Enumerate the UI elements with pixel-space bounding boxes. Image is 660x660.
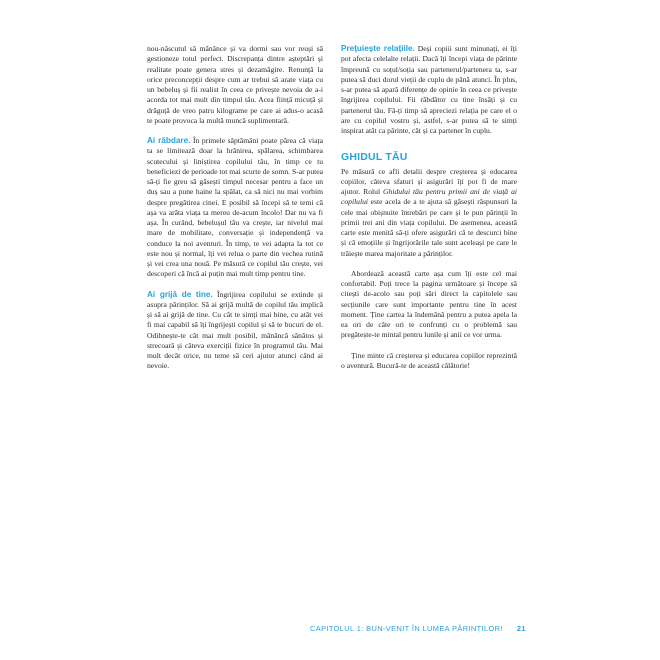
paragraph-guide bbox=[341, 167, 517, 259]
page-number: 21 bbox=[516, 624, 526, 633]
paragraph-relationships bbox=[341, 44, 517, 136]
book-title-italic: Ghidului tău pentru primii ani de viață ai copilului bbox=[341, 187, 517, 207]
text-patience: În primele săptămâni poate părea că viața ta se limitează doar la hrănirea, spălarea, schimbarea scutecului și liniștirea copilului tău, în timp ce tu beneficiezi de perioade tot mai scurte de somn. S-ar putea să-ți fie greu să găsești timpul necesar pentru a face un duș sau a pune haine la spălat, ca să nici nu mai vorbim despre pregătirea cinei. E posibil să începi să te temi că așa va arăta viața ta mereu de-acum încolo! Dar nu va fi așa. În curând, bebelușul tău va crește, iar nivelul mai mare de mobilitate, conversație și independență va conduce la noi aventuri. În timp, te vei adapta la tot ce este nou și normal, îți vei relua o parte din vechea rutină și vei crea una nouă. Pe măsură ce copilul tău crește, vei descoperi că încă ai puțin mai mult timp pentru tine. bbox=[147, 136, 323, 279]
text-guide-after: este acela de a te ajuta să găsești răspunsuri la cele mai obișnuite întrebări pe care și le pun părinții în primii trei ani din viața copilului. De asemenea, această carte este menită să-ți ofere asigurări că te descurci bine și că emoțiile și îngrijorările tale sunt aceleași pe care le trăiește marea majoritate a părinților. bbox=[341, 197, 517, 258]
text-self-care: Îngrijirea copilului se extinde și asupra părinților. Să ai grijă multă de copilul tău implică și să ai grijă de tine. Cu cât te simți mai bine, cu atât vei fi mai capabil să îți îngrijești copilul și să te bucuri de el. Odihnește-te cât mai mult posibil, mănâncă sănătos și strecoară și câteva exerciții fizice în programul tău. Mai mult decât orice, nu teme să ceri ajutor atunci când ai nevoie. bbox=[147, 289, 323, 371]
paragraph-intro: nou-născutul să mănânce și va dormi sau vor reuși să gestioneze totul perfect. Discrepanța dintre așteptări și realitate poate genera stres și dezamăgire. Renunță la orice preconcepții despre cum ar trebui să arate viața cu un bebeluș și fii realist în ceea ce privește nevoia de a-i acorda tot mai mult din timpul tău. Acea ființă micuță și drăguță de vreo patru kilograme pe care ai adus-o acasă te poate provoca la multă muncă suplimentară. bbox=[147, 44, 323, 125]
paragraph-patience bbox=[147, 136, 323, 280]
lead-relationships: Prețuiește relațiile. bbox=[341, 44, 415, 53]
paragraph-self-care bbox=[147, 290, 323, 372]
paragraph-approach: Abordează această carte așa cum îți este cel mai confortabil. Poți trece la pagina următoare și începe să citești de-acolo sau poți sări direct la capitolele sau secțiunile care sunt importante pentru tine în acest moment. Ține cartea la îndemână pentru a putea apela la ea ori de câte ori te confrunți cu o problemă sau pregătește-te mintal pentru lunile și anii ce vor urma. bbox=[341, 268, 517, 340]
text-guide-before: Pe măsură ce afli detalii despre creșterea și educarea copiilor, câteva sfaturi și asigurări îți pot fi de mare ajutor. Rolul bbox=[341, 166, 517, 196]
lead-patience: Ai răbdare. bbox=[147, 136, 191, 145]
paragraph-adventure: Ține minte că creșterea și educarea copiilor reprezintă o aventură. Bucură-te de această călătorie! bbox=[341, 350, 517, 370]
text-relationships: Deși copiii sunt minunați, ei îți pot afecta celelalte relații. Dacă îți începi viața de părinte împreună cu soțul/soția sau partenerul/partenera ta, s-ar putea să duci dorul vieții de cuplu de până atunci. În plus, s-ar putea să apară diferențe de opinie în ceea ce privește îngrijirea copilului. Fii răbdător cu tine însăți și cu partenerul tău. Fă-ți timp să apreciezi relația pe care el o are cu copilul vostru și, astfel, s-ar putea să te simți inspirat atât ca părinte, cât și ca partener în cuplu. bbox=[341, 44, 517, 135]
right-column bbox=[341, 44, 517, 371]
lead-self-care: Ai grijă de tine. bbox=[147, 289, 213, 299]
page-footer bbox=[310, 624, 526, 633]
chapter-title: CAPITOLUL 1: BUN-VENIT ÎN LUMEA PĂRINȚILOR! bbox=[310, 624, 503, 633]
left-column bbox=[147, 44, 323, 372]
section-heading: GHIDUL TĂU bbox=[341, 151, 408, 164]
